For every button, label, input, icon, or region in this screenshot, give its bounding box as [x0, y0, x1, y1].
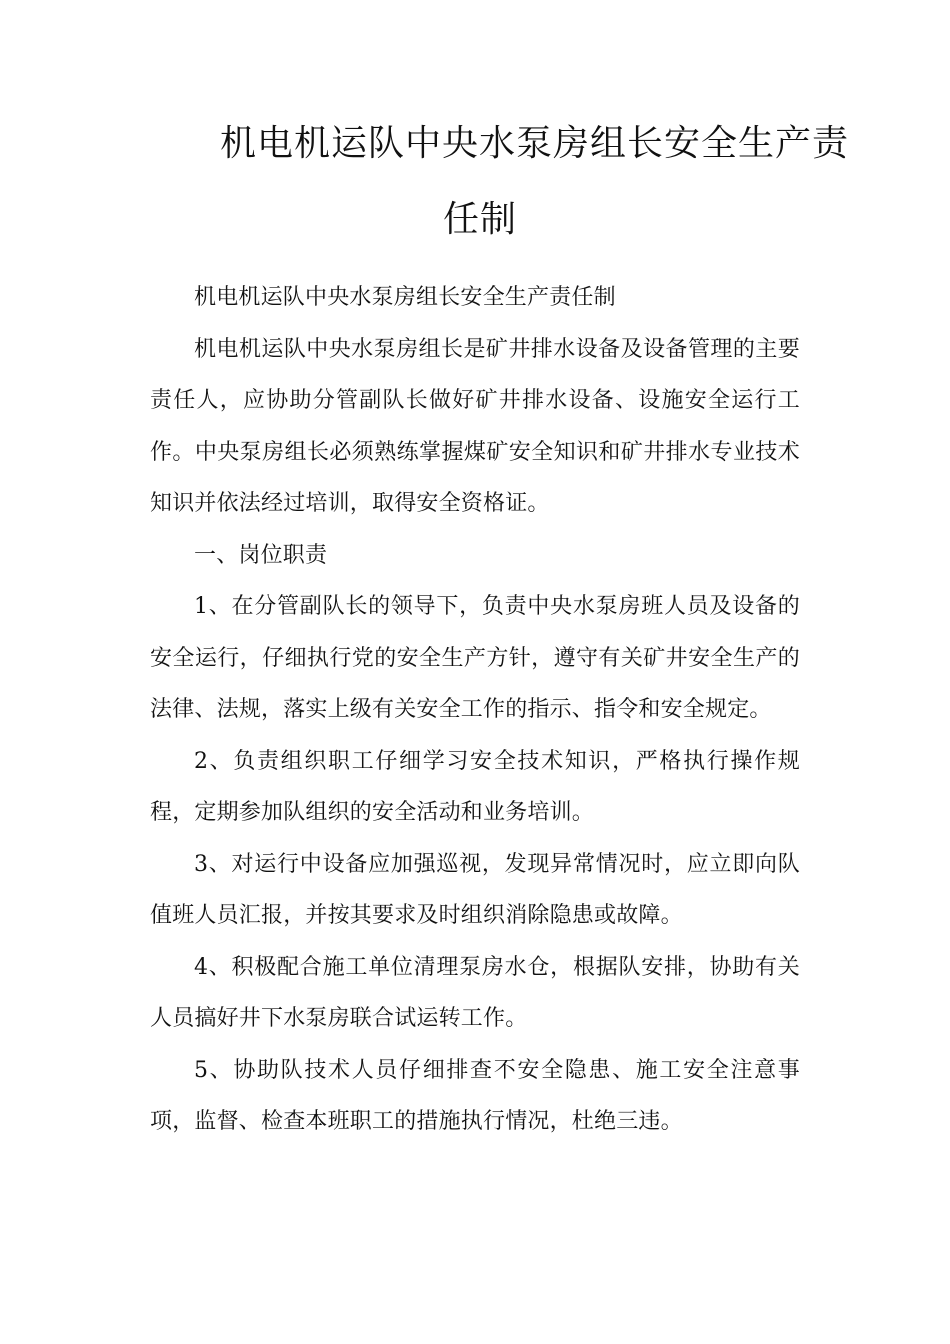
document-title-line1: 机电机运队中央水泵房组长安全生产责: [220, 123, 850, 164]
duty-item-5: 5、协助队技术人员仔细排查不安全隐患、施工安全注意事项，监督、检查本班职工的措施执行情况，杜绝三违。: [150, 1057, 800, 1134]
paragraph-intro: 机电机运队中央水泵房组长是矿井排水设备及设备管理的主要责任人，应协助分管副队长做好矿井排水设备、设施安全运行工作。中央泵房组长必须熟练掌握煤矿安全知识和矿井排水专业技术知识并依法经过培训，取得安全资格证。: [150, 336, 800, 516]
duty-item-3: 3、对运行中设备应加强巡视，发现异常情况时，应立即向队值班人员汇报，并按其要求及时组织消除隐患或故障。: [150, 851, 800, 928]
duty-item-2: 2、负责组织职工仔细学习安全技术知识，严格执行操作规程，定期参加队组织的安全活动和业务培训。: [150, 748, 800, 825]
section-heading-duties: 一、岗位职责: [194, 542, 328, 568]
duty-item-4: 4、积极配合施工单位清理泵房水仓，根据队安排，协助有关人员搞好井下水泵房联合试运转工作。: [150, 954, 800, 1031]
document-body: [150, 272, 800, 1148]
paragraph-heading: 机电机运队中央水泵房组长安全生产责任制: [194, 285, 616, 310]
duty-item-1: 1、在分管副队长的领导下，负责中央水泵房班人员及设备的安全运行，仔细执行党的安全生产方针，遵守有关矿井安全生产的法律、法规，落实上级有关安全工作的指示、指令和安全规定。: [150, 594, 800, 722]
document-title-line2: 任制: [443, 199, 518, 240]
